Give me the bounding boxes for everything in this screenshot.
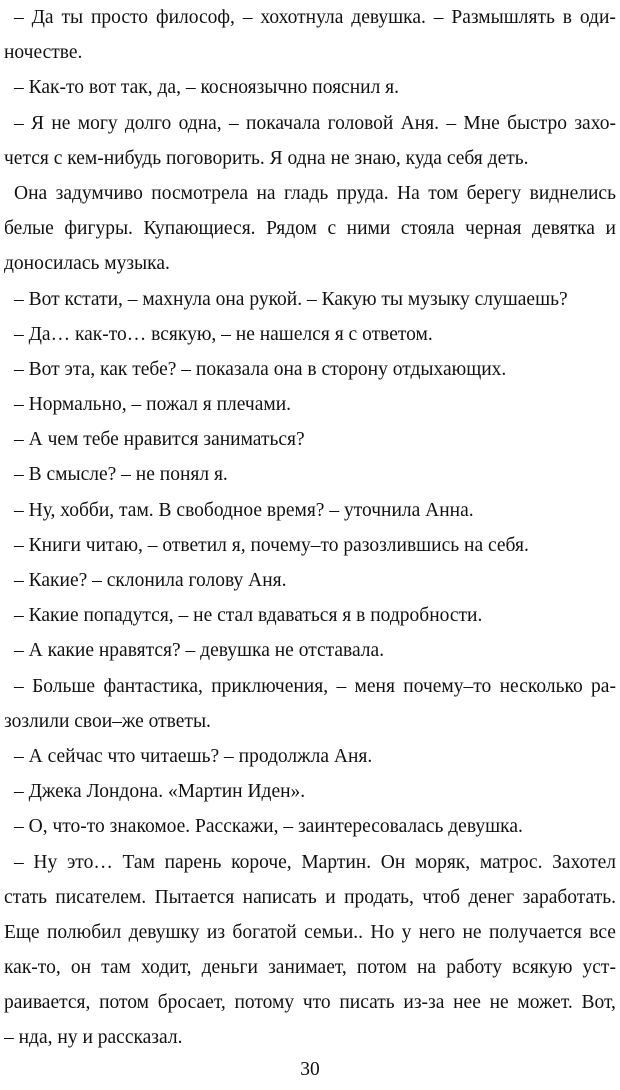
text-line: чется с кем-нибудь поговорить. Я одна не знаю, куда себя деть.	[4, 147, 529, 169]
text-line: – Ну, хобби, там. В свободное время? – уточнила Анна.	[14, 499, 474, 521]
text-line: – Я не могу долго одна, – покачала головой Аня. – Мне быстро захо-	[14, 112, 616, 134]
text-line: – Как-то вот так, да, – косноязычно пояснил я.	[14, 77, 400, 99]
body-text	[4, 0, 616, 1056]
text-line: – А чем тебе нравится заниматься?	[14, 429, 305, 451]
text-line: белые фигуры. Купающиеся. Рядом с ними стояла черная девятка и	[4, 218, 616, 240]
text-line: – Да ты просто философ, – хохотнула девушка. – Размышлять в оди-	[14, 7, 616, 28]
text-line: – Ну это… Там парень короче, Мартин. Он моряк, матрос. Захотел	[14, 851, 616, 873]
text-line: Она задумчиво посмотрела на гладь пруда. На том берегу виднелись	[14, 182, 616, 204]
text-line: – Книги читаю, – ответил я, почему–то разозлившись на себя.	[14, 534, 529, 556]
text-line: раивается, потом бросает, потому что писать из-за нее не может. Вот,	[4, 992, 616, 1014]
text-line: – В смысле? – не понял я.	[14, 464, 228, 486]
text-line: зозлили свои–же ответы.	[4, 710, 211, 732]
text-line: Еще полюбил девушку из богатой семьи.. Но у него не получается все	[4, 921, 616, 943]
text-line: как-то, он там ходит, деньги занимает, потом на работу всякую уст-	[4, 957, 616, 979]
text-line: – Какие попадутся, – не стал вдаваться я в подробности.	[14, 605, 483, 627]
text-line: – О, что-то знакомое. Расскажи, – заинтересовалась девушка.	[14, 816, 523, 838]
text-line: – Нормально, – пожал я плечами.	[14, 394, 292, 416]
text-line: доносилась музыка.	[4, 253, 170, 275]
text-line: стать писателем. Пытается написать и продать, чтоб денег заработать.	[4, 886, 616, 908]
text-line: – Больше фантастика, приключения, – меня почему–то несколько ра-	[14, 675, 616, 697]
text-line: – Вот эта, как тебе? – показала она в сторону отдыхающих.	[14, 358, 507, 380]
page-number: 30	[300, 1059, 320, 1080]
text-line: ночестве.	[4, 42, 83, 64]
text-line: – Джека Лондона. «Мартин Иден».	[14, 781, 306, 803]
text-line: – Какие? – склонила голову Аня.	[14, 570, 287, 591]
text-line: – нда, ну и рассказал.	[4, 1027, 183, 1049]
text-line: – А какие нравятся? – девушка не отставала.	[14, 640, 385, 662]
text-line: – Вот кстати, – махнула она рукой. – Какую ты музыку слушаешь?	[14, 288, 568, 310]
text-line: – А сейчас что читаешь? – продолжла Аня.	[14, 745, 373, 767]
text-line: – Да… как-то… всякую, – не нашелся я с ответом.	[14, 323, 433, 345]
